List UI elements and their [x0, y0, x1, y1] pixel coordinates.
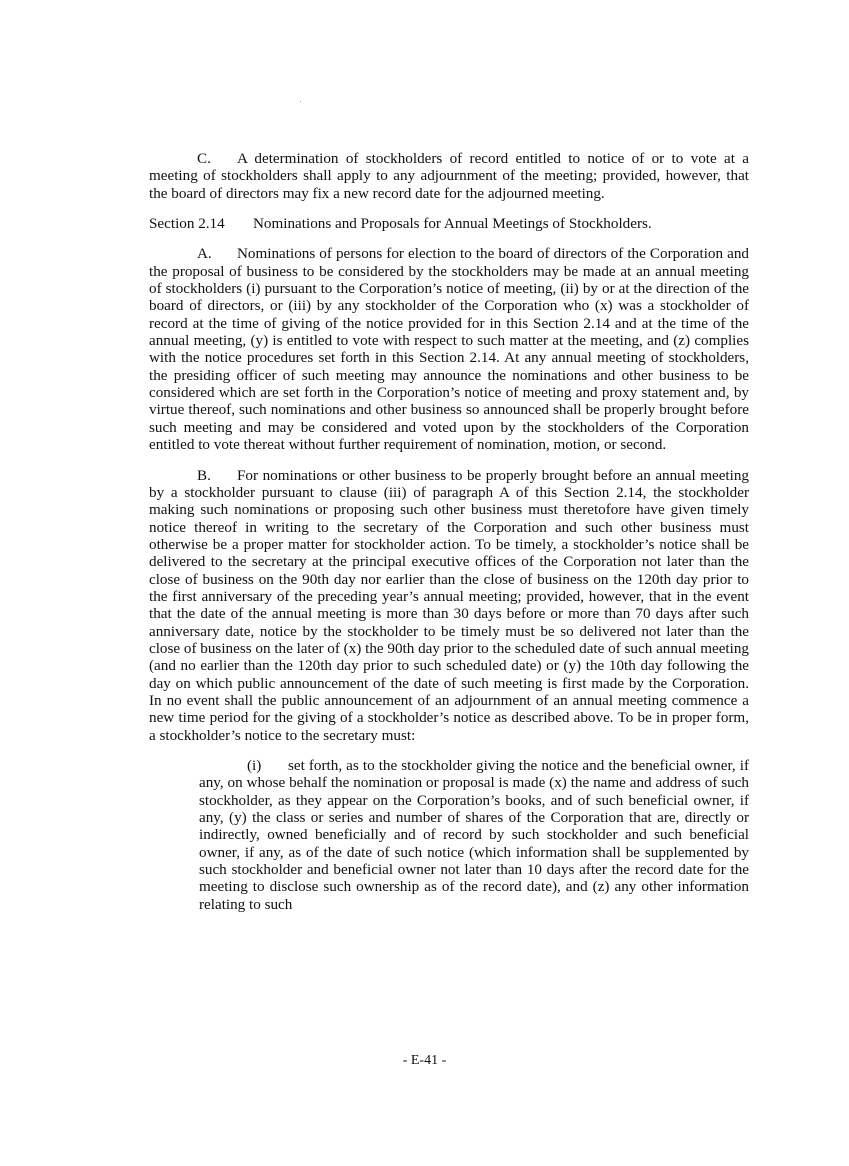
- scan-speck: [300, 101, 301, 102]
- subparagraph-i-label: (i): [247, 757, 262, 774]
- paragraph-a-text: Nominations of persons for election to the board of directors of the Corporation and the proposal of business to be considered by the stockholders may be made at an annual meeting of stockholders (i) pursuant to the Corporation’s notice of meeting, (ii) by or at the direction of the board of directors, or (iii) by any stockholder of the Corporation who (x) was a stockholder of record at the time of giving of the notice provided for in this Section 2.14 and at the time of the annual meeting, (y) is entitled to vote with respect to such matter at the meeting, and (z) complies with the notice procedures set forth in this Section 2.14. At any annual meeting of stockholders, the presiding officer of such meeting may announce the nominations and other business to be considered which are set forth in the Corporation’s notice of meeting and proxy statement and, by virtue thereof, such nominations and other business so announced shall be properly brought before such meeting and may be considered and voted upon by the stockholders of the Corporation entitled to vote thereat without further requirement of nomination, motion, or second.: [149, 245, 749, 454]
- paragraph-b-label: B.: [197, 466, 211, 484]
- document-body: [149, 150, 749, 913]
- section-number: Section 2.14: [149, 215, 225, 233]
- section-title: Nominations and Proposals for Annual Meetings of Stockholders.: [253, 215, 652, 233]
- page-number: - E-41 -: [402, 1053, 447, 1068]
- paragraph-a: [149, 245, 749, 453]
- paragraph-c-label: C.: [197, 150, 211, 167]
- paragraph-b: [149, 467, 749, 745]
- section-heading: [149, 215, 749, 232]
- paragraph-a-label: A.: [197, 245, 212, 263]
- paragraph-c-text: A determination of stockholders of record entitled to notice of or to vote at a meeting of stockholders shall apply to any adjournment of the meeting; provided, however, that the board of directors may fix a new record date for the adjourned meeting.: [149, 150, 749, 202]
- paragraph-c: [149, 150, 749, 202]
- subparagraph-i-text: set forth, as to the stockholder giving the notice and the beneficial owner, if any, on whose behalf the nomination or proposal is made (x) the name and address of such stockholder, as they appear on the Corporation’s books, and of such beneficial owner, if any, (y) the class or series and number of shares of the Corporation that are, directly or indirectly, owned beneficially and of record by such stockholder and such beneficial owner, if any, as of the date of such notice (which information shall be supplemented by such stockholder and beneficial owner not later than 10 days after the record date for the meeting to disclose such ownership as of the record date), and (z) any other information relating to such: [199, 757, 749, 913]
- subparagraph-i: [199, 757, 749, 913]
- paragraph-b-text: For nominations or other business to be properly brought before an annual meeting by a stockholder pursuant to clause (iii) of paragraph A of this Section 2.14, the stockholder making such nominations or proposing such other business must theretofore have given timely notice thereof in writing to the secretary of the Corporation and such other business must otherwise be a proper matter for stockholder action. To be timely, a stockholder’s notice shall be delivered to the secretary at the principal executive offices of the Corporation not later than the close of business on the 90th day nor earlier than the close of business on the 120th day prior to the first anniversary of the preceding year’s annual meeting; provided, however, that in the event that the date of the annual meeting is more than 30 days before or more than 70 days after such anniversary date, notice by the stockholder to be timely must be so delivered not later than the close of business on the later of (x) the 90th day prior to the scheduled date of such annual meeting (and no earlier than the 120th day prior to such scheduled date) or (y) the 10th day following the day on which public announcement of the date of such meeting is first made by the Corporation. In no event shall the public announcement of an adjournment of an annual meeting commence a new time period for the giving of a stockholder’s notice as described above. To be in proper form, a stockholder’s notice to the secretary must:: [149, 466, 749, 744]
